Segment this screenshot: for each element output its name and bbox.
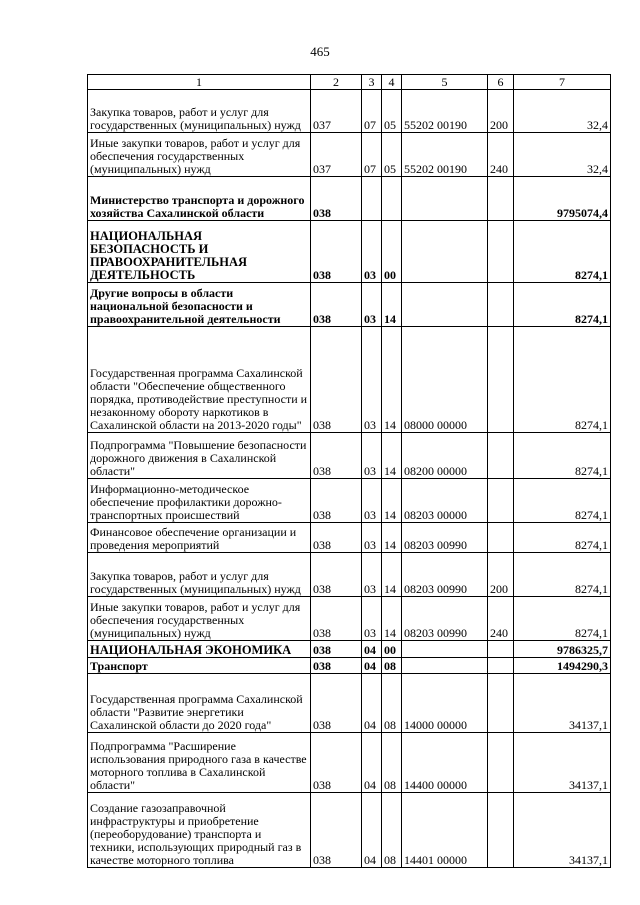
row-ved: 038	[311, 177, 362, 221]
column-header: 1	[88, 75, 311, 90]
row-csr: 08203 00990	[402, 597, 488, 641]
table-row	[88, 733, 611, 793]
row-vr	[488, 674, 514, 733]
row-vr	[488, 327, 514, 433]
table-row	[88, 133, 611, 177]
row-vr	[488, 523, 514, 553]
row-pr: 14	[382, 479, 402, 523]
row-csr: 08000 00000	[402, 327, 488, 433]
row-name: Государственная программа Сахалинской области "Развитие энергетики Сахалинской области до 2020 года"	[88, 674, 311, 733]
table-row	[88, 283, 611, 327]
row-sum: 8274,1	[514, 597, 611, 641]
row-rz: 03	[362, 597, 382, 641]
row-csr	[402, 177, 488, 221]
row-vr: 240	[488, 133, 514, 177]
row-vr: 240	[488, 597, 514, 641]
row-csr	[402, 221, 488, 283]
row-pr: 00	[382, 641, 402, 658]
column-header: 5	[402, 75, 488, 90]
row-vr	[488, 221, 514, 283]
row-rz: 03	[362, 327, 382, 433]
row-ved: 038	[311, 674, 362, 733]
table-row	[88, 674, 611, 733]
row-pr	[382, 177, 402, 221]
row-sum: 8274,1	[514, 479, 611, 523]
row-name: Транспорт	[88, 658, 311, 674]
row-name: Подпрограмма "Повышение безопасности дорожного движения в Сахалинской области"	[88, 433, 311, 479]
row-rz: 03	[362, 433, 382, 479]
row-sum: 9786325,7	[514, 641, 611, 658]
row-csr	[402, 641, 488, 658]
row-sum: 8274,1	[514, 553, 611, 597]
row-sum: 8274,1	[514, 283, 611, 327]
row-csr: 08203 00000	[402, 479, 488, 523]
table-row	[88, 793, 611, 868]
table-row	[88, 479, 611, 523]
row-sum: 34137,1	[514, 793, 611, 868]
row-csr: 55202 00190	[402, 90, 488, 133]
row-csr: 14401 00000	[402, 793, 488, 868]
table-row	[88, 658, 611, 674]
column-header: 7	[514, 75, 611, 90]
row-name: Иные закупки товаров, работ и услуг для обеспечения государственных (муниципальных) нужд	[88, 133, 311, 177]
row-rz: 03	[362, 479, 382, 523]
row-name: Другие вопросы в области национальной безопасности и правоохранительной деятельности	[88, 283, 311, 327]
row-pr: 14	[382, 327, 402, 433]
row-name: Информационно-методическое обеспечение профилактики дорожно-транспортных происшествий	[88, 479, 311, 523]
row-ved: 038	[311, 553, 362, 597]
row-vr	[488, 641, 514, 658]
table-row	[88, 553, 611, 597]
table-row	[88, 523, 611, 553]
row-name: НАЦИОНАЛЬНАЯ ЭКОНОМИКА	[88, 641, 311, 658]
row-csr	[402, 658, 488, 674]
row-ved: 038	[311, 327, 362, 433]
row-rz: 03	[362, 553, 382, 597]
row-ved: 038	[311, 597, 362, 641]
row-vr	[488, 658, 514, 674]
row-csr: 08203 00990	[402, 523, 488, 553]
row-vr: 200	[488, 553, 514, 597]
row-rz: 03	[362, 283, 382, 327]
row-pr: 08	[382, 733, 402, 793]
page-number: 465	[310, 44, 330, 59]
row-name: Государственная программа Сахалинской области "Обеспечение общественного порядка, противодействие преступности и незаконному обороту наркотиков в Сахалинской области на 2013-2020 годы"	[88, 327, 311, 433]
row-name: НАЦИОНАЛЬНАЯ БЕЗОПАСНОСТЬ И ПРАВООХРАНИТЕЛЬНАЯ ДЕЯТЕЛЬНОСТЬ	[88, 221, 311, 283]
row-pr: 14	[382, 283, 402, 327]
row-rz: 03	[362, 221, 382, 283]
row-pr: 14	[382, 553, 402, 597]
table-row	[88, 90, 611, 133]
row-name: Иные закупки товаров, работ и услуг для обеспечения государственных (муниципальных) нужд	[88, 597, 311, 641]
row-vr	[488, 433, 514, 479]
row-sum: 34137,1	[514, 733, 611, 793]
row-sum: 8274,1	[514, 221, 611, 283]
column-number-row	[88, 75, 611, 90]
row-ved: 038	[311, 793, 362, 868]
row-ved: 038	[311, 479, 362, 523]
row-rz: 07	[362, 133, 382, 177]
row-vr	[488, 177, 514, 221]
row-sum: 9795074,4	[514, 177, 611, 221]
row-sum: 1494290,3	[514, 658, 611, 674]
row-pr: 05	[382, 90, 402, 133]
row-ved: 037	[311, 90, 362, 133]
row-sum: 32,4	[514, 90, 611, 133]
table-row	[88, 433, 611, 479]
row-name: Министерство транспорта и дорожного хозяйства Сахалинской области	[88, 177, 311, 221]
row-name: Закупка товаров, работ и услуг для государственных (муниципальных) нужд	[88, 553, 311, 597]
row-sum: 8274,1	[514, 433, 611, 479]
row-ved: 038	[311, 283, 362, 327]
row-ved: 038	[311, 641, 362, 658]
column-header: 4	[382, 75, 402, 90]
row-name: Закупка товаров, работ и услуг для государственных (муниципальных) нужд	[88, 90, 311, 133]
row-csr: 14000 00000	[402, 674, 488, 733]
row-vr	[488, 733, 514, 793]
row-ved: 038	[311, 221, 362, 283]
row-pr: 00	[382, 221, 402, 283]
row-csr: 08200 00000	[402, 433, 488, 479]
row-name: Финансовое обеспечение организации и проведения мероприятий	[88, 523, 311, 553]
row-sum: 32,4	[514, 133, 611, 177]
table-row	[88, 597, 611, 641]
row-pr: 14	[382, 433, 402, 479]
row-sum: 8274,1	[514, 523, 611, 553]
row-ved: 038	[311, 523, 362, 553]
table-row	[88, 221, 611, 283]
row-vr	[488, 793, 514, 868]
row-rz: 07	[362, 90, 382, 133]
budget-table	[87, 74, 611, 868]
row-pr: 08	[382, 674, 402, 733]
row-name: Создание газозаправочной инфраструктуры и приобретение (переоборудование) транспорта и техники, использующих природный газ в качестве моторного топлива	[88, 793, 311, 868]
row-csr: 08203 00990	[402, 553, 488, 597]
table-row	[88, 327, 611, 433]
row-pr: 14	[382, 523, 402, 553]
row-rz: 04	[362, 733, 382, 793]
row-ved: 037	[311, 133, 362, 177]
row-csr: 14400 00000	[402, 733, 488, 793]
row-ved: 038	[311, 658, 362, 674]
row-pr: 08	[382, 793, 402, 868]
row-ved: 038	[311, 733, 362, 793]
table-row	[88, 177, 611, 221]
row-rz	[362, 177, 382, 221]
column-header: 2	[311, 75, 362, 90]
row-vr: 200	[488, 90, 514, 133]
row-csr	[402, 283, 488, 327]
row-rz: 04	[362, 793, 382, 868]
row-csr: 55202 00190	[402, 133, 488, 177]
column-header: 6	[488, 75, 514, 90]
row-rz: 04	[362, 641, 382, 658]
row-pr: 05	[382, 133, 402, 177]
row-vr	[488, 479, 514, 523]
row-vr	[488, 283, 514, 327]
row-name: Подпрограмма "Расширение использования природного газа в качестве моторного топлива в Сахалинской области"	[88, 733, 311, 793]
row-ved: 038	[311, 433, 362, 479]
row-rz: 03	[362, 523, 382, 553]
row-sum: 34137,1	[514, 674, 611, 733]
column-header: 3	[362, 75, 382, 90]
row-pr: 14	[382, 597, 402, 641]
row-rz: 04	[362, 674, 382, 733]
row-sum: 8274,1	[514, 327, 611, 433]
row-rz: 04	[362, 658, 382, 674]
table-row	[88, 641, 611, 658]
row-pr: 08	[382, 658, 402, 674]
